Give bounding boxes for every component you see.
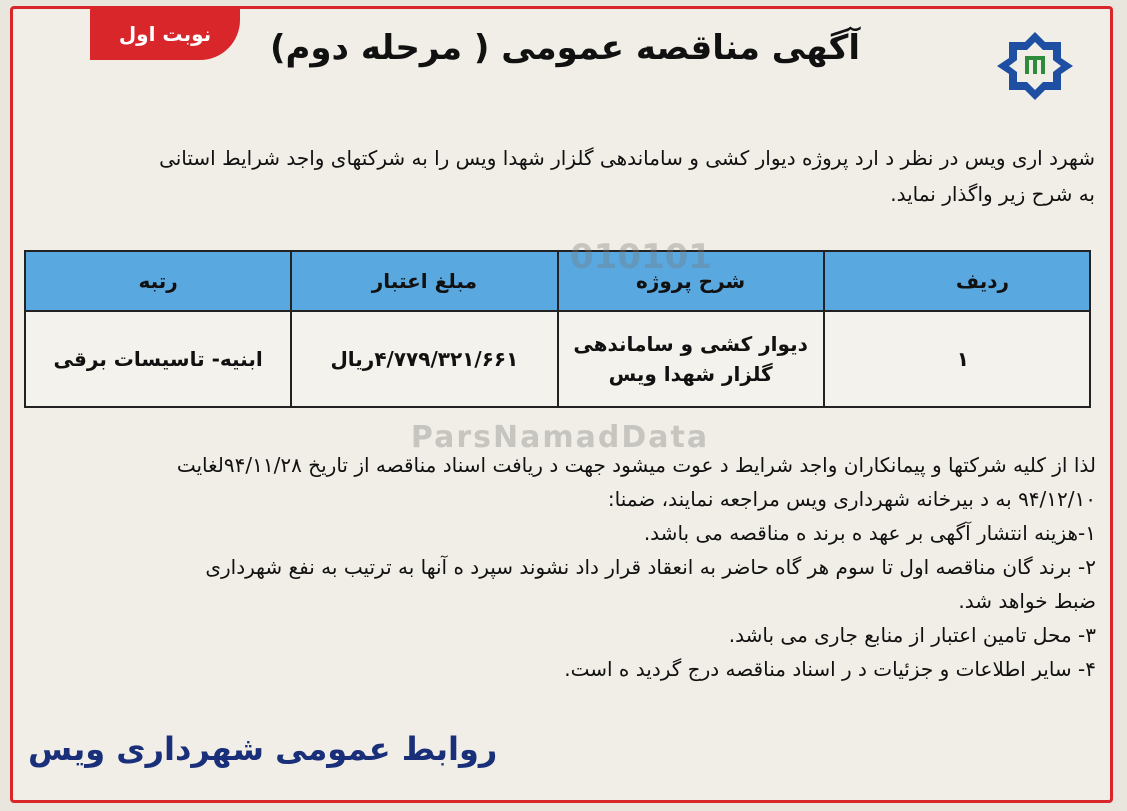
intro-paragraph bbox=[30, 140, 1095, 212]
conditions-text bbox=[28, 448, 1096, 686]
intro-line: شهرد اری ویس در نظر د ارد پروژه دیوار کشی و ساماندهی گلزار شهدا ویس را به شرکتهای واجد شرایط استانی bbox=[159, 146, 1095, 170]
header-grade: رتبه bbox=[25, 251, 291, 311]
header-row-number: ردیف bbox=[824, 251, 1090, 311]
header-amount: مبلغ اعتبار bbox=[291, 251, 557, 311]
round-badge: نوبت اول bbox=[90, 8, 240, 60]
table-header-row bbox=[25, 251, 1090, 311]
tender-table bbox=[24, 250, 1091, 408]
signature: روابط عمومی شهرداری ویس bbox=[28, 730, 498, 768]
watermark-number: 010101 bbox=[570, 237, 712, 277]
body-line: ۴- سایر اطلاعات و جزئیات د ر اسناد مناقصه درج گردید ه است. bbox=[564, 657, 1096, 681]
cell-row-number: ۱ bbox=[824, 311, 1090, 407]
municipality-logo-icon bbox=[995, 30, 1075, 100]
header-description: شرح پروژه bbox=[558, 251, 824, 311]
watermark-brand: ParsNamadData bbox=[410, 420, 710, 455]
body-line: ۳- محل تامین اعتبار از منابع جاری می باشد. bbox=[728, 623, 1096, 647]
intro-line: به شرح زیر واگذار نماید. bbox=[890, 182, 1095, 206]
page-title: آگهی مناقصه عمومی ( مرحله دوم) bbox=[269, 28, 861, 68]
body-line: ضبط خواهد شد. bbox=[958, 589, 1096, 613]
body-line: ۲- برند گان مناقصه اول تا سوم هر گاه حاضر به انعقاد قرار داد نشوند سپرد ه آنها به ترتیب به نفع شهرداری bbox=[205, 555, 1096, 579]
cell-grade: ابنیه- تاسیسات برقی bbox=[25, 311, 291, 407]
cell-description: دیوار کشی و ساماندهی گلزار شهدا ویس bbox=[558, 311, 824, 407]
cell-amount: ۴/۷۷۹/۳۲۱/۶۶۱ریال bbox=[291, 311, 557, 407]
table-row bbox=[25, 311, 1090, 407]
body-line: ۹۴/۱۲/۱۰ به د بیرخانه شهرداری ویس مراجعه نمایند، ضمنا: bbox=[607, 487, 1096, 511]
body-line: لذا از کلیه شرکتها و پیمانکاران واجد شرایط د عوت میشود جهت د ریافت اسناد مناقصه از تاریخ ۹۴/۱۱/۲۸لغایت bbox=[176, 453, 1096, 477]
body-line: ۱-هزینه انتشار آگهی بر عهد ه برند ه مناقصه می باشد. bbox=[643, 521, 1096, 545]
